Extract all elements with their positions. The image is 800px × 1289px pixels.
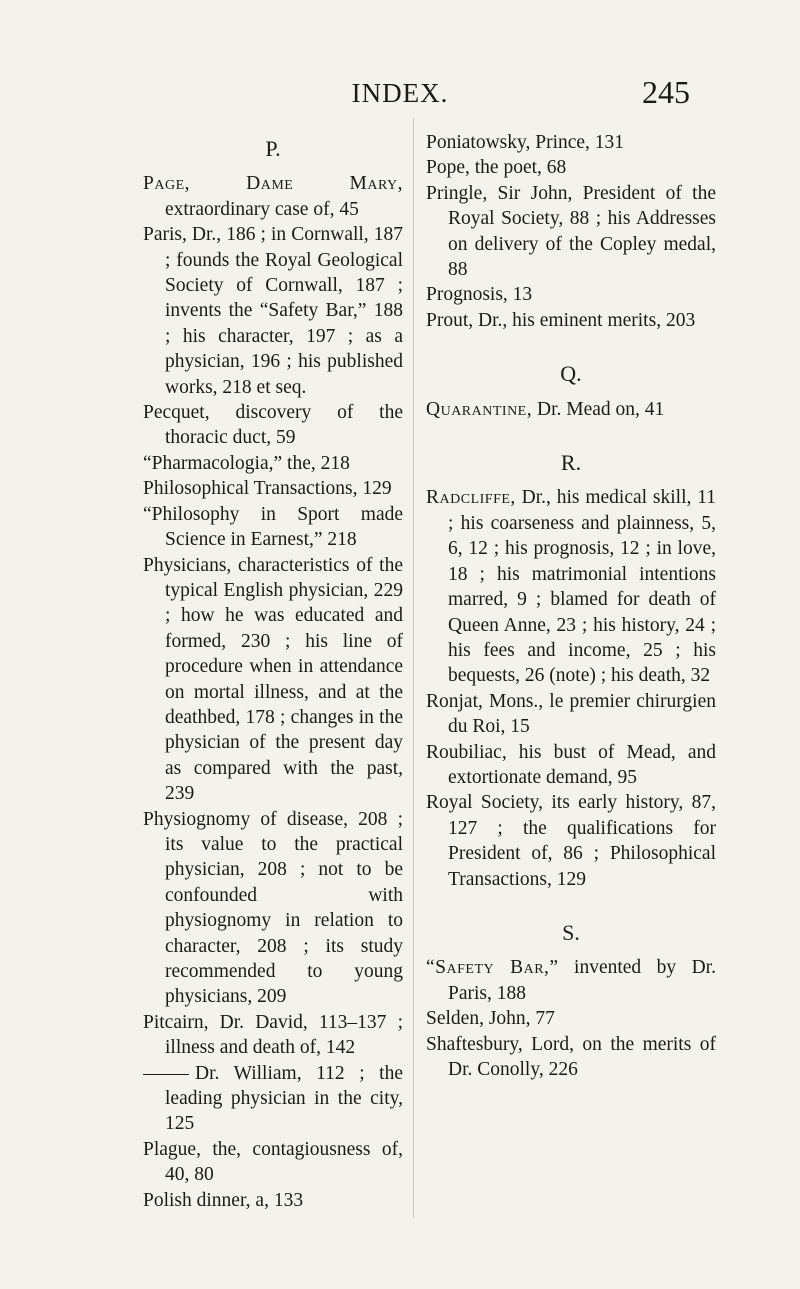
entry-lead: “Safety Bar,” [426, 957, 559, 979]
index-entry: Ronjat, Mons., le premier chirurgien du Roi, 15 [426, 690, 716, 738]
index-entry: Polish dinner, a, 133 [143, 1189, 304, 1211]
index-entry: Pope, the poet, 68 [426, 157, 567, 179]
index-entry [143, 171, 403, 222]
index-entry: Physicians, characteristics of the typical English physician, 229 ; how he was educated and formed, 230 ; his line of procedure when in attendance on mortal illness, and at the deathbed, 178 ; changes in the physician of the present day as compared with the past, 239 [143, 554, 403, 805]
left-column [143, 130, 403, 1213]
column-divider [413, 118, 414, 1218]
index-entry: Shaftesbury, Lord, on the merits of Dr. Conolly, 226 [426, 1033, 716, 1080]
page-number: 245 [642, 74, 690, 110]
index-entry: Poniatowsky, Prince, 131 [426, 132, 625, 153]
section-letter-r: R. [560, 450, 582, 476]
right-column [426, 130, 716, 1082]
entry-lead: Radcliffe, [426, 487, 516, 509]
entry-text: Dr. William, 112 ; the leading physician in the city, 125 [165, 1062, 403, 1135]
index-entry [426, 485, 716, 688]
index-entry: Prognosis, 13 [426, 284, 533, 306]
entry-text: invented by Dr. Paris, 188 [448, 957, 716, 1004]
index-entry: Selden, John, 77 [426, 1008, 555, 1030]
index-entry: Physiognomy of disease, 208 ; its value to the practical physician, 208 ; not to be confounded with physiognomy in relation to character, 208 ; its study recommended to young physicians, 209 [143, 808, 403, 1008]
index-entry [426, 397, 716, 422]
section-letter-s: S. [562, 919, 580, 945]
index-entry: Philosophical Transactions, 129 [143, 478, 392, 500]
page-title: INDEX. [351, 78, 449, 108]
ditto-dash [143, 1074, 189, 1075]
index-entry: Pecquet, discovery of the thoracic duct, 59 [143, 402, 403, 449]
entry-text: Dr., his medical skill, 11 ; his coarseness and plainness, 5, 6, 12 ; his prognosis, 12 ; in love, 18 ; his matrimonial intentions marred, 9 ; blamed for death of Queen Anne, 23 ; his history, 24 ; his fees and income, 25 ; his bequests, 26 (note) ; his death, 32 [448, 487, 716, 687]
entry-text: extraordinary case of, 45 [165, 198, 359, 220]
index-entry: Royal Society, its early history, 87, 127 ; the qualifications for President of, 86 ; Philosophical Transactions, 129 [426, 792, 716, 890]
section-letter-p: P. [265, 136, 281, 161]
entry-lead: Page, Dame Mary, [143, 173, 403, 195]
entry-lead: Quarantine, [426, 398, 533, 420]
index-entry: Roubiliac, his bust of Mead, and extortionate demand, 95 [426, 741, 716, 788]
index-entry: Prout, Dr., his eminent merits, 203 [426, 309, 696, 331]
index-entry: “Philosophy in Sport made Science in Earnest,” 218 [143, 503, 403, 551]
entry-text: Dr. Mead on, 41 [532, 398, 665, 420]
index-entry [426, 955, 716, 1006]
index-entry: Pringle, Sir John, President of the Royal Society, 88 ; his Addresses on delivery of the Copley medal, 88 [426, 182, 716, 281]
index-entry: Plague, the, contagiousness of, 40, 80 [143, 1138, 403, 1186]
section-letter-q: Q. [560, 361, 582, 387]
index-entry: Paris, Dr., 186 ; in Cornwall, 187 ; founds the Royal Geological Society of Cornwall, 187 ; invents the “Safety Bar,” 188 ; his character, 197 ; as a physician, 196 ; his published works, 218 et seq. [143, 224, 403, 398]
index-entry [143, 1061, 403, 1137]
index-entry: Pitcairn, Dr. David, 113–137 ; illness and death of, 142 [143, 1011, 403, 1059]
index-entry: “Pharmacologia,” the, 218 [143, 452, 350, 474]
